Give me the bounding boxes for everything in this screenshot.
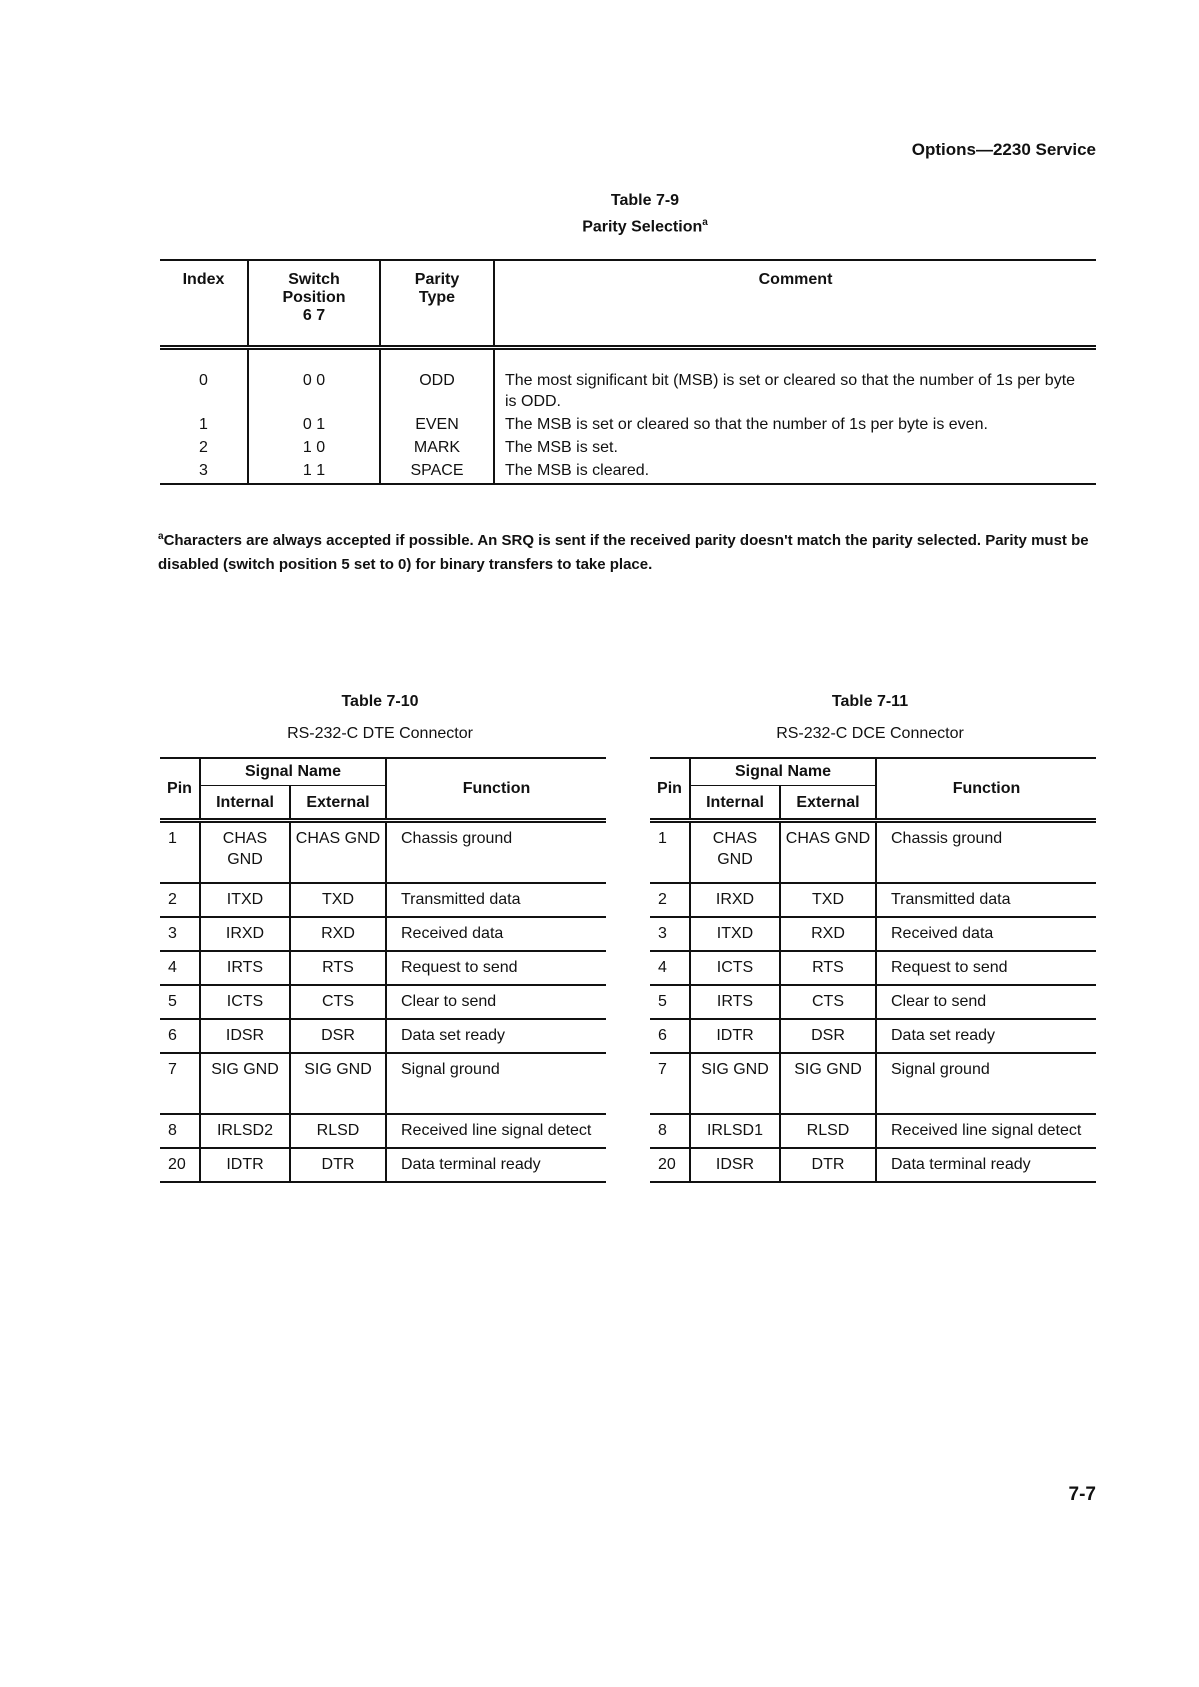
pin-cell: 4 [650,951,690,985]
col-pin: Pin [650,758,690,821]
table-row [650,821,1096,884]
table-row [650,951,1096,985]
table-row [160,459,1096,484]
function-cell: Request to send [386,951,606,985]
table-row [160,1053,606,1114]
external-cell: RLSD [290,1114,386,1148]
pin-cell: 2 [160,883,200,917]
internal-cell: IDSR [200,1019,290,1053]
external-cell: DTR [780,1148,876,1182]
pin-cell: 7 [650,1053,690,1114]
function-cell: Signal ground [386,1053,606,1114]
table-header-row [160,260,1096,348]
function-cell: Request to send [876,951,1096,985]
pin-cell: 5 [160,985,200,1019]
dte-connector-table [160,757,606,1183]
external-cell: CHAS GND [290,821,386,884]
pin-cell: 6 [160,1019,200,1053]
switch-cell: 1 0 [248,436,380,459]
pin-cell: 3 [650,917,690,951]
internal-cell: CHAS GND [200,821,290,884]
table-row [160,951,606,985]
table-row [160,413,1096,436]
function-cell: Data set ready [386,1019,606,1053]
function-cell: Data terminal ready [386,1148,606,1182]
function-cell: Transmitted data [386,883,606,917]
table-row [650,1053,1096,1114]
table-7-11-caption [670,686,1070,750]
table-7-11-title: RS-232-C DCE Connector [776,725,964,742]
switch-cell: 1 1 [248,459,380,484]
pin-cell: 3 [160,917,200,951]
col-parity-line1: Parity [414,271,460,288]
index-cell: 1 [199,416,208,433]
function-cell: Transmitted data [876,883,1096,917]
internal-cell: IDSR [690,1148,780,1182]
col-switch-line2: Position [282,289,346,306]
col-index: Index [160,260,248,348]
internal-cell: IRTS [690,985,780,1019]
internal-cell: IDTR [200,1148,290,1182]
function-cell: Clear to send [876,985,1096,1019]
col-internal: Internal [690,786,780,821]
dce-connector-table [650,757,1096,1183]
pin-cell: 1 [650,821,690,884]
col-signal-name: Signal Name [200,758,386,786]
pin-cell: 1 [160,821,200,884]
function-cell: Clear to send [386,985,606,1019]
internal-cell: IRXD [690,883,780,917]
function-cell: Received line signal detect [386,1114,606,1148]
table-7-11-label: Table 7-11 [831,693,909,710]
internal-cell: CHAS GND [690,821,780,884]
table-row [160,436,1096,459]
table-row [160,1114,606,1148]
pin-cell: 20 [650,1148,690,1182]
function-cell: Data set ready [876,1019,1096,1053]
pin-cell: 2 [650,883,690,917]
table-7-9-title-line [450,212,840,238]
internal-cell: ICTS [690,951,780,985]
footnote-marker: a [158,531,164,542]
col-parity-type [380,260,494,348]
external-cell: TXD [780,883,876,917]
pin-cell: 6 [650,1019,690,1053]
col-switch-position [248,260,380,348]
pin-cell: 8 [650,1114,690,1148]
external-cell: DSR [290,1019,386,1053]
table-7-9-title: Parity Selection [582,218,703,236]
col-external: External [780,786,876,821]
switch-cell: 0 0 [248,348,380,414]
table-7-10-label: Table 7-10 [341,693,419,710]
internal-cell: IRLSD1 [690,1114,780,1148]
col-pin: Pin [160,758,200,821]
external-cell: RXD [290,917,386,951]
running-header: Options—2230 Service [911,140,1096,159]
internal-cell: IRXD [200,917,290,951]
index-cell: 0 [199,372,208,389]
table-row [650,1019,1096,1053]
col-internal: Internal [200,786,290,821]
table-7-10-caption [180,686,580,750]
comment-cell: The most significant bit (MSB) is set or cleared so that the number of 1s per byte is ODD. [494,348,1096,414]
external-cell: RLSD [780,1114,876,1148]
table-row [650,985,1096,1019]
pin-cell: 4 [160,951,200,985]
table-row [160,1148,606,1182]
table-7-9-label: Table 7-9 [610,192,680,209]
page-number: 7-7 [1068,1484,1096,1505]
footnote-text: Characters are always accepted if possible. An SRQ is sent if the received parity doesn't match the parity selected. Parity must be disabled (switch position 5 set to 0) for binary transfers to take place. [158,532,1089,573]
col-comment: Comment [494,260,1096,348]
function-cell: Chassis ground [876,821,1096,884]
comment-cell: The MSB is cleared. [494,459,1096,484]
table-row [650,1114,1096,1148]
function-cell: Data terminal ready [876,1148,1096,1182]
internal-cell: ITXD [200,883,290,917]
table-row [160,883,606,917]
col-signal-name: Signal Name [690,758,876,786]
external-cell: TXD [290,883,386,917]
col-function: Function [876,758,1096,821]
function-cell: Received data [876,917,1096,951]
parity-cell: MARK [380,436,494,459]
table-row [160,821,606,884]
table-row [160,348,1096,414]
table-header-row [160,758,606,786]
external-cell: SIG GND [290,1053,386,1114]
table-row [160,1019,606,1053]
parity-cell: ODD [380,348,494,414]
internal-cell: IDTR [690,1019,780,1053]
external-cell: DTR [290,1148,386,1182]
table-row [160,917,606,951]
col-parity-line2: Type [418,289,456,306]
function-cell: Signal ground [876,1053,1096,1114]
pin-cell: 8 [160,1114,200,1148]
internal-cell: ITXD [690,917,780,951]
switch-cell: 0 1 [248,413,380,436]
index-cell: 2 [199,439,208,456]
col-switch-line1: Switch [288,271,340,288]
external-cell: CTS [290,985,386,1019]
comment-cell: The MSB is set or cleared so that the number of 1s per byte is even. [494,413,1096,436]
table-7-9-title-marker: a [702,217,708,228]
internal-cell: IRTS [200,951,290,985]
table-row [650,1148,1096,1182]
comment-cell: The MSB is set. [494,436,1096,459]
table-7-9-footnote [158,525,1098,577]
col-switch-line3: 6 7 [302,307,326,324]
index-cell: 3 [160,459,248,484]
table-7-9-caption [450,190,840,238]
table-row [650,883,1096,917]
external-cell: CHAS GND [780,821,876,884]
table-row [160,985,606,1019]
external-cell: DSR [780,1019,876,1053]
internal-cell: IRLSD2 [200,1114,290,1148]
table-row [650,917,1096,951]
external-cell: RXD [780,917,876,951]
internal-cell: SIG GND [690,1053,780,1114]
pin-cell: 7 [160,1053,200,1114]
external-cell: CTS [780,985,876,1019]
parity-cell: EVEN [380,413,494,436]
internal-cell: SIG GND [200,1053,290,1114]
internal-cell: ICTS [200,985,290,1019]
col-function: Function [386,758,606,821]
pin-cell: 20 [160,1148,200,1182]
table-header-row [650,758,1096,786]
external-cell: RTS [290,951,386,985]
pin-cell: 5 [650,985,690,1019]
external-cell: RTS [780,951,876,985]
function-cell: Chassis ground [386,821,606,884]
table-7-10-title: RS-232-C DTE Connector [287,725,473,742]
function-cell: Received line signal detect [876,1114,1096,1148]
parity-selection-table [160,259,1096,485]
col-external: External [290,786,386,821]
parity-cell: SPACE [380,459,494,484]
external-cell: SIG GND [780,1053,876,1114]
function-cell: Received data [386,917,606,951]
